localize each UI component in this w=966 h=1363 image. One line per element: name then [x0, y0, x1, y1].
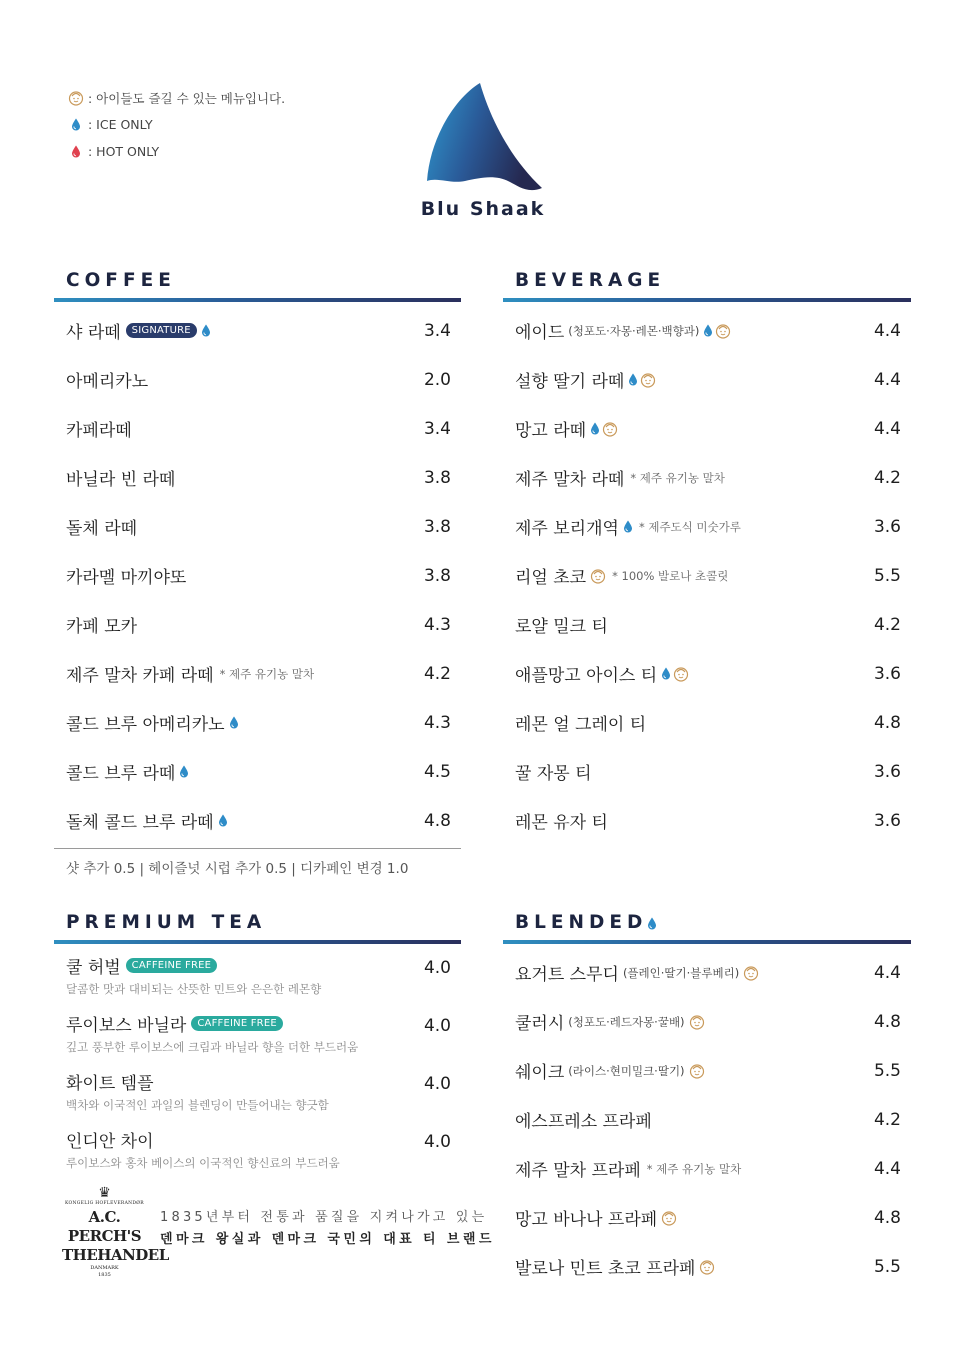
perch-small-text: KONGELIG HOFLEVERANDØR [65, 1201, 144, 1206]
kid-friendly-icon [689, 1063, 705, 1079]
ice-drop-icon [647, 917, 657, 930]
ice-drop-icon [229, 716, 239, 729]
menu-item[interactable] [503, 997, 911, 1046]
item-price: 3.8 [423, 467, 451, 488]
item-note: * 제주 유기농 말차 [630, 470, 725, 485]
item-price: 4.4 [873, 962, 901, 983]
item-note: * 제주 유기농 말차 [646, 1161, 742, 1176]
item-price: 4.2 [873, 467, 901, 488]
item-price: 4.4 [873, 320, 901, 341]
item-name: 콜드 브루 아메리카노 [66, 715, 225, 735]
perch-description [160, 1207, 495, 1251]
ice-drop-icon [661, 667, 671, 680]
menu-item[interactable] [54, 404, 461, 453]
item-price: 4.2 [873, 614, 901, 635]
kid-friendly-icon [699, 1259, 715, 1275]
item-description: 달콤한 맛과 대비되는 산뜻한 민트와 은은한 레몬향 [66, 982, 322, 996]
menu-item[interactable] [503, 649, 911, 698]
menu-item[interactable] [503, 355, 911, 404]
menu-item[interactable] [54, 355, 461, 404]
item-sub: (플레인·딸기·블루베리) [622, 965, 740, 980]
item-name: 레몬 얼 그레이 티 [515, 715, 647, 735]
perch-line2: THEHANDEL [62, 1246, 169, 1264]
item-price: 4.4 [873, 1158, 901, 1179]
kid-friendly-icon [661, 1210, 677, 1226]
item-name: 돌체 라떼 [66, 519, 138, 539]
legend-hot [68, 138, 285, 165]
kid-friendly-icon [640, 372, 656, 388]
kid-friendly-icon [743, 965, 759, 981]
legend-ice-text: : ICE ONLY [88, 117, 153, 132]
item-name: 인디안 차이 [66, 1132, 154, 1152]
item-price: 3.4 [423, 320, 451, 341]
item-sub: (청포도·레드자몽·꿀배) [568, 1014, 685, 1029]
item-price: 4.4 [873, 369, 901, 390]
blended-divider [503, 940, 911, 944]
beverage-divider [503, 298, 911, 302]
item-name: 쉐이크 [515, 1063, 565, 1083]
menu-item[interactable] [54, 649, 461, 698]
menu-item[interactable] [503, 551, 911, 600]
beverage-list [503, 306, 911, 845]
item-name: 애플망고 아이스 티 [515, 666, 658, 686]
menu-item[interactable] [503, 404, 911, 453]
legend-kid [68, 84, 285, 111]
item-description: 백차와 이국적인 과일의 블렌딩이 만들어내는 향긋함 [66, 1098, 329, 1112]
item-description: 깊고 풍부한 루이보스에 크림과 바닐라 향을 더한 부드러움 [66, 1040, 359, 1054]
item-name: 돌체 콜드 브루 라떼 [66, 813, 214, 833]
legend-ice [68, 111, 285, 138]
item-name: 제주 보리개역 [515, 519, 619, 539]
ice-drop-icon [218, 814, 228, 827]
item-price: 3.6 [873, 810, 901, 831]
menu-item[interactable] [503, 796, 911, 845]
item-name: 요거트 스무디 [515, 965, 619, 985]
kid-friendly-icon [715, 323, 731, 339]
perch-country: DANMARK [90, 1265, 119, 1271]
menu-item[interactable] [503, 1242, 911, 1291]
item-name: 쿨러시 [515, 1014, 565, 1034]
item-price: 4.0 [423, 1016, 451, 1036]
item-description: 루이보스와 홍차 베이스의 이국적인 향신료의 부드러움 [66, 1156, 340, 1170]
kid-friendly-icon [602, 421, 618, 437]
item-price: 3.8 [423, 516, 451, 537]
ice-drop-icon [201, 324, 211, 337]
item-price: 5.5 [873, 1060, 901, 1081]
blended-section [503, 909, 911, 1291]
menu-item[interactable] [54, 453, 461, 502]
item-price: 3.6 [873, 516, 901, 537]
item-name: 화이트 템플 [66, 1074, 154, 1094]
item-price: 3.6 [873, 663, 901, 684]
item-price: 4.0 [423, 1132, 451, 1152]
menu-item[interactable] [54, 944, 461, 978]
item-name: 로얄 밀크 티 [515, 617, 608, 637]
coffee-title: COFFEE [66, 270, 176, 291]
item-name: 발로나 민트 초코 프라페 [515, 1259, 696, 1279]
menu-item[interactable] [503, 600, 911, 649]
item-price: 5.5 [873, 1256, 901, 1277]
hot-drop-icon [71, 145, 81, 158]
kid-friendly-icon [689, 1014, 705, 1030]
menu-item[interactable] [503, 1095, 911, 1144]
ice-drop-icon [623, 520, 633, 533]
coffee-section [54, 267, 461, 877]
kid-friendly-icon [673, 666, 689, 682]
coffee-divider [54, 298, 461, 302]
item-name: 제주 말차 라떼 [515, 470, 625, 490]
item-price: 4.2 [423, 663, 451, 684]
ice-drop-icon [590, 422, 600, 435]
menu-item[interactable] [54, 698, 461, 747]
item-sub: (청포도·자몽·레몬·백향과) [568, 323, 700, 338]
item-price: 4.0 [423, 1074, 451, 1094]
legend-kid-text: : 아이들도 즐길 수 있는 메뉴입니다. [88, 90, 286, 106]
item-name: 카페라떼 [66, 421, 132, 441]
coffee-list [54, 306, 461, 845]
item-name: 샤 라떼 [66, 323, 121, 343]
menu-item[interactable] [54, 1060, 461, 1094]
menu-item[interactable] [54, 600, 461, 649]
kid-friendly-icon [68, 90, 84, 106]
menu-item[interactable] [503, 502, 911, 551]
item-note: * 제주 유기농 말차 [219, 666, 315, 681]
item-name: 바닐라 빈 라떼 [66, 470, 176, 490]
ice-drop-icon [628, 373, 638, 386]
item-price: 3.6 [873, 761, 901, 782]
coffee-extras: 샷 추가 0.5 | 헤이즐넛 시럽 추가 0.5 | 디카페인 변경 1.0 [54, 848, 461, 877]
menu-item[interactable] [503, 453, 911, 502]
premium-tea-section [54, 909, 461, 1176]
menu-item[interactable] [503, 1144, 911, 1193]
caffeine-free-badge: CAFFEINE FREE [126, 958, 218, 973]
menu-item[interactable] [503, 1193, 911, 1242]
item-price: 3.8 [423, 565, 451, 586]
item-name: 제주 말차 프라페 [515, 1161, 641, 1181]
menu-item[interactable] [503, 698, 911, 747]
item-price: 4.4 [873, 418, 901, 439]
item-name: 루이보스 바닐라 [66, 1016, 187, 1036]
item-name: 콜드 브루 라떼 [66, 764, 176, 784]
premium-tea-title: PREMIUM TEA [66, 912, 267, 933]
item-price: 4.3 [423, 712, 451, 733]
beverage-section [503, 267, 911, 845]
item-name: 아메리카노 [66, 372, 149, 392]
item-price: 4.8 [873, 1011, 901, 1032]
legend-hot-text: : HOT ONLY [88, 144, 160, 159]
item-note: * 제주도식 미숫가루 [638, 519, 741, 534]
item-name: 리얼 초코 [515, 568, 587, 588]
item-price: 4.2 [873, 1109, 901, 1130]
item-name: 망고 라떼 [515, 421, 587, 441]
item-price: 4.8 [873, 712, 901, 733]
item-name: 카라멜 마끼야또 [66, 568, 187, 588]
menu-item[interactable] [54, 796, 461, 845]
menu-item[interactable] [54, 1118, 461, 1152]
blended-title-row [503, 909, 911, 937]
ice-drop-icon [71, 118, 81, 131]
menu-item[interactable] [54, 502, 461, 551]
item-name: 제주 말차 카페 라떼 [66, 666, 214, 686]
menu-item[interactable] [503, 306, 911, 355]
menu-item[interactable] [503, 948, 911, 997]
ice-drop-icon [703, 324, 713, 337]
item-price: 4.5 [423, 761, 451, 782]
item-name: 레몬 유자 티 [515, 813, 608, 833]
crown-icon: ♛ [98, 1185, 111, 1201]
item-name: 설향 딸기 라떼 [515, 372, 625, 392]
item-name: 쿨 허벌 [66, 958, 121, 978]
item-sub: (라이스·현미밀크·딸기) [568, 1063, 685, 1078]
item-price: 4.8 [873, 1207, 901, 1228]
caffeine-free-badge: CAFFEINE FREE [191, 1016, 283, 1031]
perch-text-line2: 덴마크 왕실과 덴마크 국민의 대표 티 브랜드 [160, 1232, 495, 1247]
item-price: 4.3 [423, 614, 451, 635]
item-name: 에이드 [515, 323, 565, 343]
item-price: 5.5 [873, 565, 901, 586]
item-price: 3.4 [423, 418, 451, 439]
menu-item[interactable] [54, 551, 461, 600]
blended-title: BLENDED [515, 912, 648, 933]
blended-list [503, 948, 911, 1291]
item-name: 망고 바나나 프라페 [515, 1210, 658, 1230]
item-price: 2.0 [423, 369, 451, 390]
menu-item[interactable] [503, 747, 911, 796]
item-name: 꿀 자몽 티 [515, 764, 592, 784]
beverage-title: BEVERAGE [515, 270, 666, 291]
item-price: 4.0 [423, 958, 451, 978]
item-price: 4.8 [423, 810, 451, 831]
item-name: 에스프레소 프라페 [515, 1112, 652, 1132]
menu-item[interactable] [54, 747, 461, 796]
ice-drop-icon [179, 765, 189, 778]
brand-name: Blu Shaak [420, 198, 546, 220]
ac-perchs-logo [62, 1185, 169, 1279]
menu-item[interactable] [54, 306, 461, 355]
perch-year: 1835 [98, 1272, 111, 1278]
perch-line1: A.C. PERCH'S [67, 1208, 142, 1245]
kid-friendly-icon [590, 568, 606, 584]
tea-list [54, 944, 461, 1176]
perch-text-line1: 1835년부터 전통과 품질을 지켜나가고 있는 [160, 1210, 488, 1225]
legend [68, 84, 285, 165]
menu-item[interactable] [503, 1046, 911, 1095]
item-note: * 100% 발로나 초콜릿 [612, 568, 729, 583]
signature-badge: SIGNATURE [126, 323, 197, 338]
menu-item[interactable] [54, 1002, 461, 1036]
item-name: 카페 모카 [66, 617, 138, 637]
